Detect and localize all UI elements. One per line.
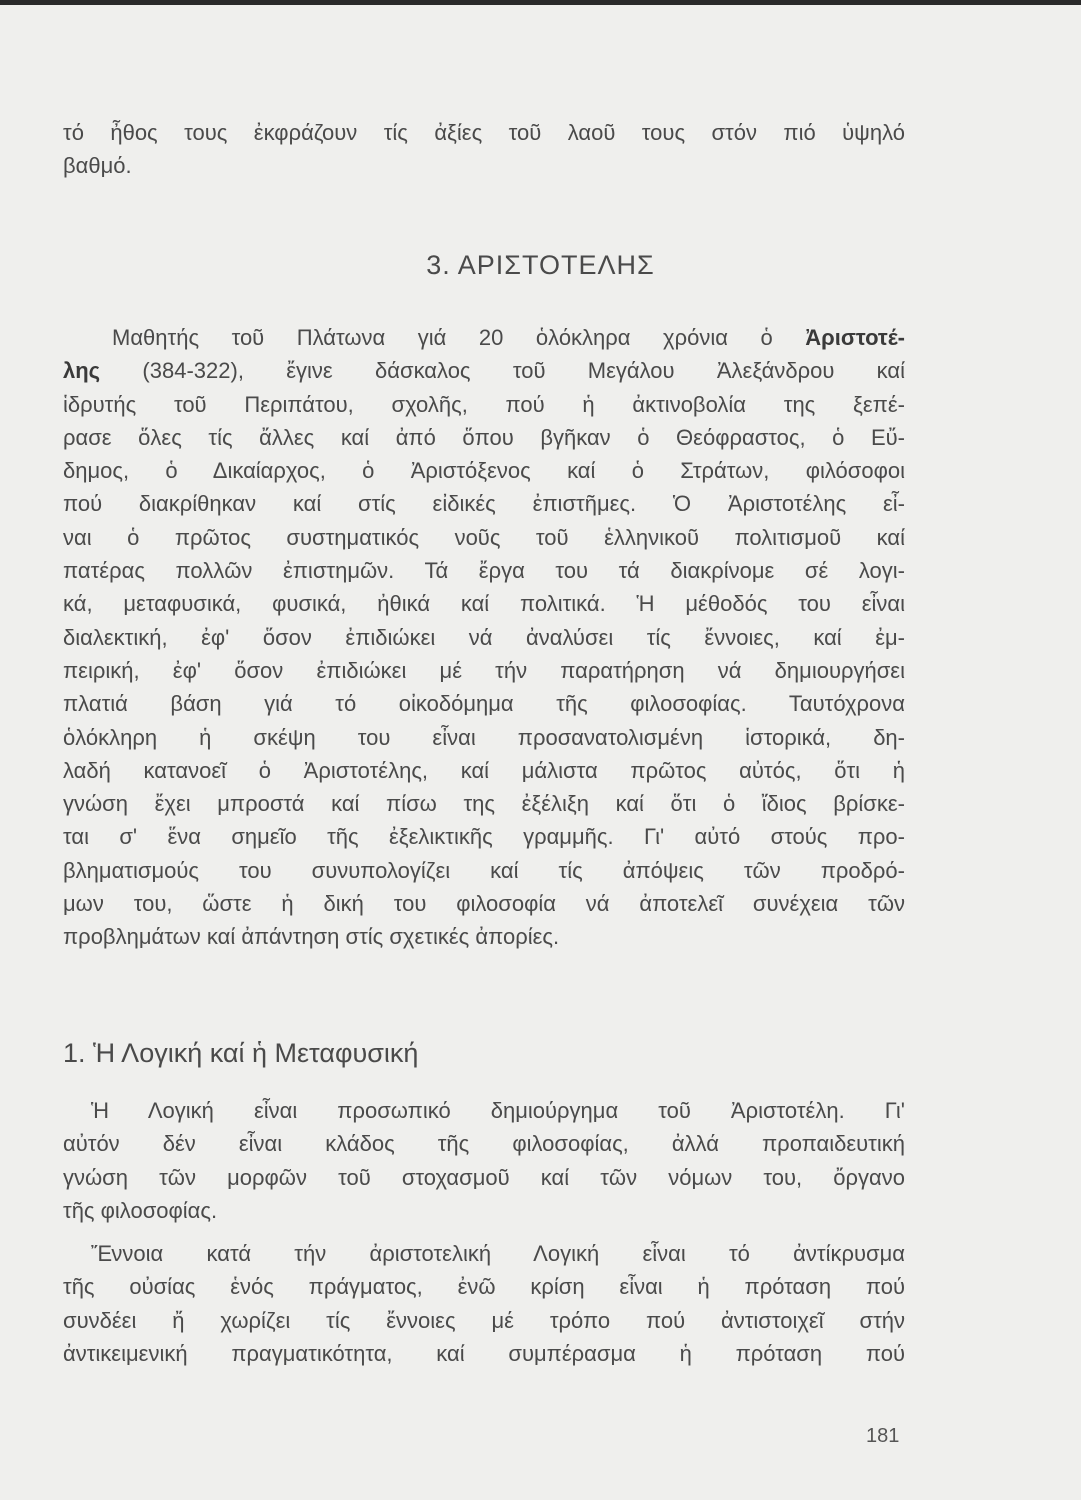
text-line: ρασε ὅλες τίς ἄλλες καί ἀπό ὅπου βγῆκαν ὁ Θεόφραστος, ὁ Εὔ- xyxy=(63,424,905,450)
text-span: (384-322), ἔγινε δάσκαλος τοῦ Μεγάλου Ἀλεξάνδρου καί xyxy=(100,358,905,384)
text-line: Ἔννοια κατά τήν ἀριστοτελική Λογική εἶναι τό ἀντίκρυσμα xyxy=(91,1241,905,1266)
text-line xyxy=(63,321,905,354)
text-span: Μαθητής τοῦ Πλάτωνα γιά 20 ὁλόκληρα χρόνια ὁ xyxy=(112,325,806,350)
bold-name: λης xyxy=(63,358,101,384)
text-line: τῆς φιλοσοφίας. xyxy=(63,1197,218,1223)
text-line: Ἡ Λογική εἶναι προσωπικό δημιούργημα τοῦ Ἀριστοτέλη. Γι' xyxy=(91,1098,905,1123)
text-line: ἱδρυτής τοῦ Περιπάτου, σχολῆς, πού ἡ ἀκτινοβολία της ξεπέ- xyxy=(63,391,905,417)
text-line: βληματισμούς του συνυπολογίζει καί τίς ἀπόψεις τῶν προδρό- xyxy=(63,857,905,883)
text-line: πατέρας πολλῶν ἐπιστημῶν. Τά ἔργα του τά διακρίνομε σέ λογι- xyxy=(63,558,905,584)
page-number: 181 xyxy=(866,1425,900,1447)
text-line: ὁλόκληρη ἡ σκέψη του εἶναι προσανατολισμένη ἱστορικά, δη- xyxy=(63,724,905,750)
text-line: διαλεκτική, ἐφ' ὅσον ἐπιδιώκει νά ἀναλύσει τίς ἔννοιες, καί ἐμ- xyxy=(63,624,905,650)
text-line: τῆς οὐσίας ἑνός πράγματος, ἐνῶ κρίση εἶναι ἡ πρόταση πού xyxy=(63,1274,905,1300)
text-line: ἀντικειμενική πραγματικότητα, καί συμπέρασμα ἡ πρόταση πού xyxy=(63,1340,905,1366)
section-heading: 3. ΑΡΙΣΤΟΤΕΛΗΣ xyxy=(426,250,655,280)
subsection-heading: 1. Ἡ Λογική καί ἡ Μεταφυσική xyxy=(63,1038,419,1068)
text-line xyxy=(63,354,905,387)
text-line: συνδέει ἤ χωρίζει τίς ἔννοιες μέ τρόπο πού ἀντιστοιχεῖ στήν xyxy=(63,1307,905,1333)
text-line: πειρική, ἐφ' ὅσον ἐπιδιώκει μέ τήν παρατήρηση νά δημιουργήσει xyxy=(63,657,905,683)
text-line: κά, μεταφυσικά, φυσικά, ἠθικά καί πολιτικά. Ἡ μέθοδός του εἶναι xyxy=(63,591,905,617)
text-line: γνώση τῶν μορφῶν τοῦ στοχασμοῦ καί τῶν νόμων του, ὄργανο xyxy=(63,1164,905,1190)
bold-name: Ἀριστοτέ- xyxy=(805,325,905,350)
text-line: βαθμό. xyxy=(63,153,132,179)
text-line: πού διακρίθηκαν καί στίς εἰδικές ἐπιστῆμες. Ὁ Ἀριστοτέλης εἶ- xyxy=(63,491,905,517)
scan-edge xyxy=(0,0,1081,5)
text-line: γνώση ἔχει μπροστά καί πίσω της ἐξέλιξη καί ὅτι ὁ ἴδιος βρίσκε- xyxy=(63,791,905,817)
text-line: λαδή κατανοεῖ ὁ Ἀριστοτέλης, καί μάλιστα πρῶτος αὐτός, ὅτι ἡ xyxy=(63,757,905,783)
intro-paragraph xyxy=(63,116,905,183)
text-line: προβλημάτων καί ἀπάντηση στίς σχετικές ἀπορίες. xyxy=(63,924,560,950)
text-line: ναι ὁ πρῶτος συστηματικός νοῦς τοῦ ἑλληνικοῦ πολιτισμοῦ καί xyxy=(63,524,905,550)
text-line: μων του, ὥστε ἡ δική του φιλοσοφία νά ἀποτελεῖ συνέχεια τῶν xyxy=(63,891,905,917)
text-line: ται σ' ἕνα σημεῖο τῆς ἐξελικτικῆς γραμμῆς. Γι' αὐτό στούς προ- xyxy=(63,824,905,850)
text-line: πλατιά βάση γιά τό οἰκοδόμημα τῆς φιλοσοφίας. Ταυτόχρονα xyxy=(63,691,905,717)
text-line: δημος, ὁ Δικαίαρχος, ὁ Ἀριστόξενος καί ὁ Στράτων, φιλόσοφοι xyxy=(63,458,905,484)
paragraph-logic xyxy=(63,1094,905,1227)
paragraph-concept xyxy=(63,1237,905,1370)
text-line: τό ἦθος τους ἐκφράζουν τίς ἀξίες τοῦ λαοῦ τους στόν πιό ὑψηλό xyxy=(63,120,905,145)
paragraph-aristotle xyxy=(63,321,905,954)
text-line: αὐτόν δέν εἶναι κλάδος τῆς φιλοσοφίας, ἀλλά προπαιδευτική xyxy=(63,1131,905,1157)
